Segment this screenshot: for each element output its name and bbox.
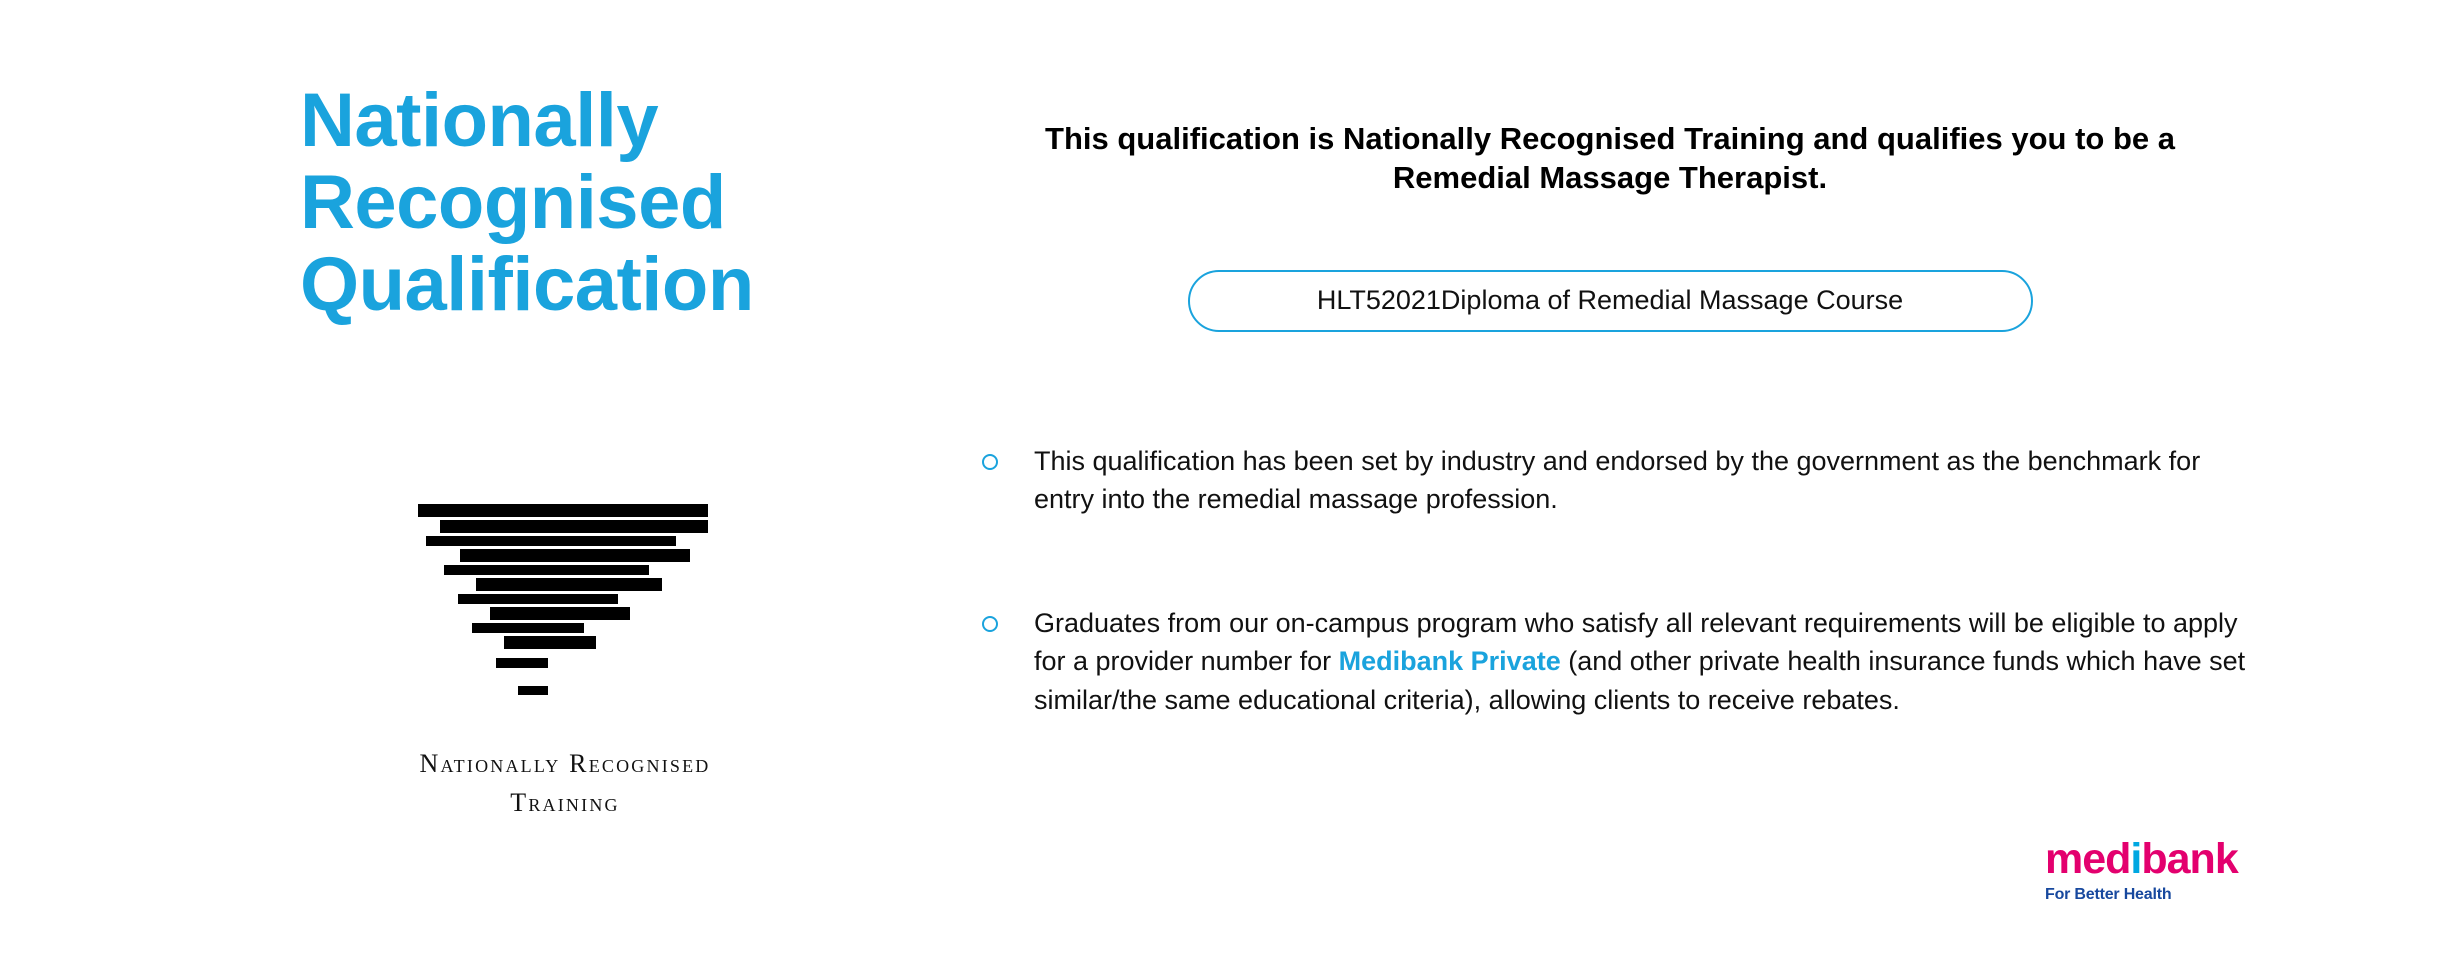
list-item [982,604,2260,719]
page-title [300,80,900,326]
headline-line-2: Recognised [300,160,726,246]
medibank-word-part2: bank [2141,835,2238,883]
circle-bullet-icon [982,454,998,470]
circle-bullet-icon [982,616,998,632]
nrt-logo-line-1: Nationally Recognised [419,749,711,778]
medibank-wordmark [2045,835,2260,883]
course-pill-label: HLT52021Diploma of Remedial Massage Course [1316,285,1904,315]
medibank-tagline: For Better Health [2045,886,2172,903]
medibank-private-link[interactable]: Medibank Private [1338,646,1561,677]
nrt-logo [355,500,775,822]
nrt-logo-text [355,744,775,822]
bullet-text-suffix: (and other private health insurance funds which have set similar/the same educational criteria), allowing clients to receive rebates. [1034,646,2246,715]
subheading: This qualification is Nationally Recognised Training and qualifies you to be a Remedial Massage Therapist. [1045,121,2175,195]
medibank-word-dot: i [2130,835,2142,883]
course-pill[interactable] [1188,270,2033,332]
headline-line-1: Nationally [300,78,659,163]
medibank-logo [2045,835,2260,904]
nrt-logo-line-2: Training [510,788,620,817]
nrt-funnel-icon [400,500,730,730]
bullet-text: This qualification has been set by industry and endorsed by the government as the benchmark for entry into the remedial massage profession. [1034,445,2201,514]
bullet-list [960,442,2260,720]
medibank-word-part1: med [2045,835,2131,883]
headline-block [300,80,900,326]
bullet-text-prefix: Graduates from our on-campus program who satisfy all relevant requirements will be eligible to apply for a provider number for [1034,608,2238,677]
list-item [982,442,2260,519]
headline-line-3: Qualification [300,242,754,328]
content-column [960,120,2260,805]
bullet-text [1034,604,2259,719]
